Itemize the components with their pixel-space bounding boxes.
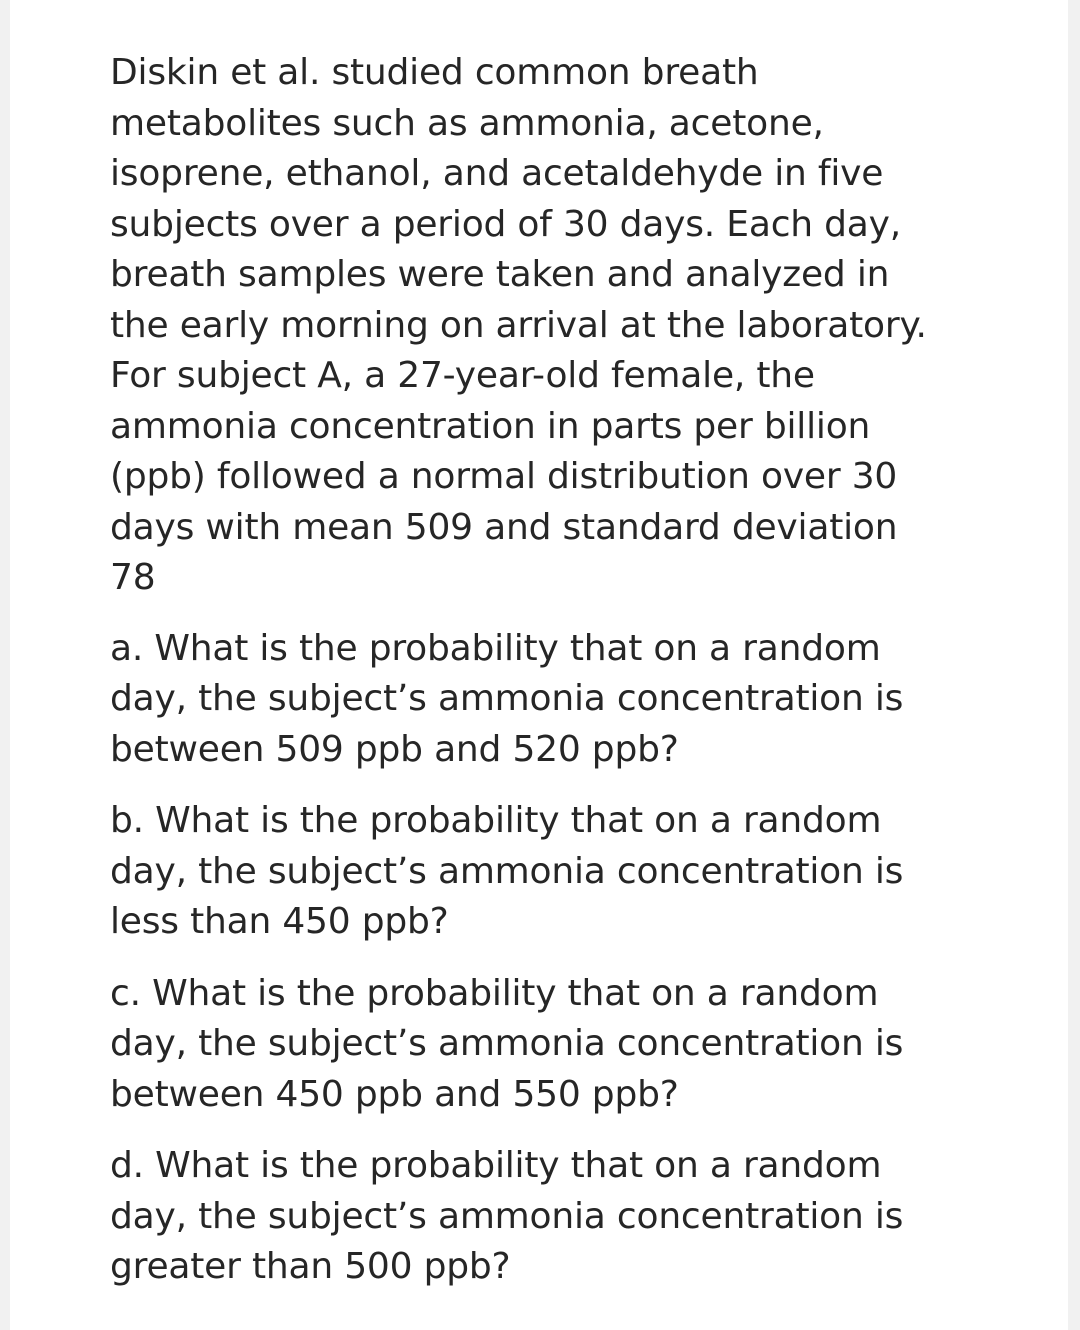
question-line: between 509 ppb and 520 ppb?	[110, 728, 679, 770]
question-line: day, the subject’s ammonia concentration is	[110, 1195, 904, 1237]
problem-text	[110, 48, 990, 1293]
document-card	[10, 0, 1068, 1330]
intro-line: For subject A, a 27-year-old female, the	[110, 355, 815, 396]
problem-intro	[110, 48, 990, 604]
intro-line: (ppb) followed a normal distribution over 30	[110, 456, 898, 497]
intro-line: ammonia concentration in parts per billion	[110, 405, 871, 447]
question-line: b. What is the probability that on a random	[110, 800, 882, 841]
question-line: a. What is the probability that on a random	[110, 627, 881, 669]
question-b	[110, 796, 990, 948]
question-d	[110, 1141, 990, 1293]
question-line: less than 450 ppb?	[110, 901, 449, 942]
intro-line: metabolites such as ammonia, acetone,	[110, 102, 824, 144]
question-line: between 450 ppb and 550 ppb?	[110, 1073, 679, 1115]
question-line: day, the subject’s ammonia concentration is	[110, 850, 904, 892]
question-line: day, the subject’s ammonia concentration is	[110, 678, 904, 719]
question-a	[110, 624, 990, 776]
question-line: c. What is the probability that on a random	[110, 972, 879, 1014]
intro-line: isoprene, ethanol, and acetaldehyde in five	[110, 153, 884, 194]
intro-line: breath samples were taken and analyzed in	[110, 254, 890, 295]
question-line: day, the subject’s ammonia concentration is	[110, 1023, 904, 1064]
question-c	[110, 969, 990, 1121]
question-line: greater than 500 ppb?	[110, 1246, 511, 1287]
intro-line: days with mean 509 and standard deviation	[110, 506, 898, 548]
intro-line: 78	[110, 557, 156, 598]
intro-line: Diskin et al. studied common breath	[110, 52, 759, 93]
intro-line: the early morning on arrival at the laboratory.	[110, 304, 927, 346]
question-line: d. What is the probability that on a random	[110, 1145, 882, 1186]
intro-line: subjects over a period of 30 days. Each day,	[110, 203, 902, 245]
